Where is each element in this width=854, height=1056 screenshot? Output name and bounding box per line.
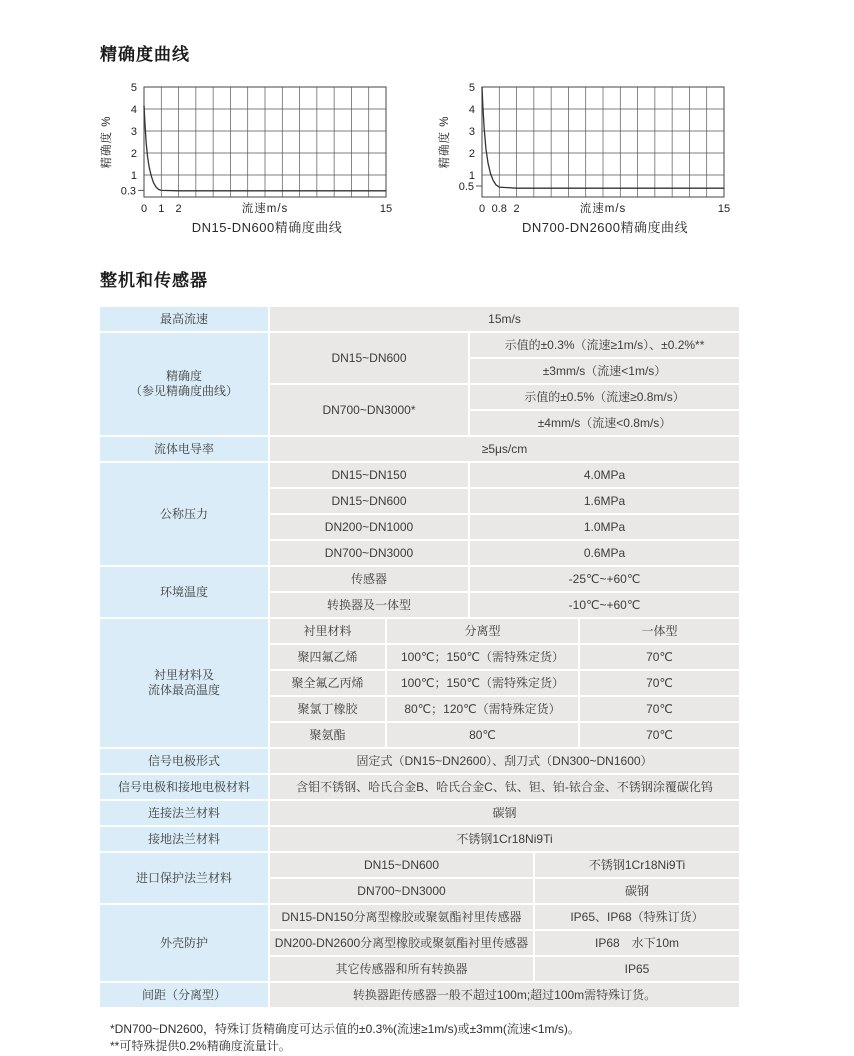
table-row bbox=[100, 437, 739, 461]
footnotes bbox=[110, 1021, 854, 1056]
svg-text:4: 4 bbox=[468, 104, 475, 116]
cell-range: 转换器及一体型 bbox=[270, 593, 468, 617]
svg-text:0.3: 0.3 bbox=[120, 185, 136, 198]
row-label: 间距（分离型） bbox=[100, 983, 268, 1007]
page-title-accuracy-curves: 精确度曲线 bbox=[100, 45, 190, 64]
svg-text:0: 0 bbox=[478, 203, 486, 215]
cell-value: 70℃ bbox=[580, 645, 739, 669]
label-line: 精确度 bbox=[165, 369, 202, 383]
column-header: 衬里材料 bbox=[270, 619, 385, 643]
cell-value: 70℃ bbox=[580, 671, 739, 695]
label-line: （参见精确度曲线） bbox=[129, 384, 238, 398]
cell-value: 70℃ bbox=[580, 697, 739, 721]
cell-value: 80℃ bbox=[387, 723, 578, 747]
table-row bbox=[100, 567, 739, 591]
cell-value: ≥5μs/cm bbox=[270, 437, 739, 461]
svg-text:3: 3 bbox=[130, 126, 137, 138]
cell-value: 4.0MPa bbox=[470, 463, 739, 487]
cell-range: 其它传感器和所有转换器 bbox=[270, 957, 533, 981]
cell-range: DN15-DN150分离型橡胶或聚氨酯衬里传感器 bbox=[270, 905, 533, 929]
cell-value: -25℃~+60℃ bbox=[470, 567, 739, 591]
cell-value: 100℃；150℃（需特殊定货） bbox=[387, 671, 578, 695]
cell-value: 固定式（DN15~DN2600）、刮刀式（DN300~DN1600） bbox=[270, 749, 739, 773]
svg-text:2: 2 bbox=[175, 203, 182, 215]
chart-caption-1: DN15-DN600精确度曲线 bbox=[191, 220, 343, 235]
cell-value: 100℃；150℃（需特殊定货） bbox=[387, 645, 578, 669]
cell-value: 示值的±0.3%（流速≥1m/s）、±0.2%** bbox=[470, 333, 739, 357]
cell-value: IP65 bbox=[535, 957, 739, 981]
table-row bbox=[100, 801, 739, 825]
table-row bbox=[100, 775, 739, 799]
table-row bbox=[100, 905, 739, 929]
svg-text:1: 1 bbox=[468, 170, 475, 182]
svg-text:1: 1 bbox=[130, 170, 137, 182]
svg-text:15: 15 bbox=[717, 203, 731, 215]
svg-text:精确度 %: 精确度 % bbox=[439, 115, 451, 169]
table-row bbox=[100, 333, 739, 357]
spec-table-wrap bbox=[98, 305, 854, 1009]
cell-value: 含钼不锈钢、哈氏合金B、哈氏合金C、钛、钽、铂-铱合金、不锈钢涂覆碳化钨 bbox=[270, 775, 739, 799]
row-label: 最高流速 bbox=[100, 307, 268, 331]
row-label: 外壳防护 bbox=[100, 905, 268, 981]
svg-text:1: 1 bbox=[158, 203, 165, 215]
svg-text:0.8: 0.8 bbox=[491, 203, 507, 215]
accuracy-chart-dn700-dn2600 bbox=[434, 79, 736, 236]
svg-text:2: 2 bbox=[468, 148, 475, 160]
cell-range: DN700~DN3000 bbox=[270, 541, 468, 565]
footnote-2: **可特殊提供0.2%精确度流量计。 bbox=[110, 1039, 291, 1054]
svg-text:2: 2 bbox=[513, 203, 520, 215]
svg-text:0.5: 0.5 bbox=[458, 181, 474, 193]
accuracy-chart-dn15-dn600 bbox=[96, 79, 398, 236]
cell-material: 聚氨酯 bbox=[270, 723, 385, 747]
row-label bbox=[100, 619, 268, 747]
cell-value: -10℃~+60℃ bbox=[470, 593, 739, 617]
cell-value: 1.6MPa bbox=[470, 489, 739, 513]
svg-text:5: 5 bbox=[130, 82, 137, 94]
svg-text:5: 5 bbox=[468, 82, 475, 94]
accuracy-charts-row bbox=[96, 79, 854, 236]
row-label: 信号电极形式 bbox=[100, 749, 268, 773]
cell-range: DN200-DN2600分离型橡胶或聚氨酯衬里传感器 bbox=[270, 931, 533, 955]
svg-text:流速m/s: 流速m/s bbox=[241, 203, 289, 215]
cell-value: IP68 水下10m bbox=[535, 931, 739, 955]
svg-text:3: 3 bbox=[468, 126, 475, 138]
cell-value: 转换器距传感器一般不超过100m;超过100m需特殊订货。 bbox=[270, 983, 739, 1007]
table-row bbox=[100, 983, 739, 1007]
table-row bbox=[100, 463, 739, 487]
cell-value: IP65、IP68（特殊订货） bbox=[535, 905, 739, 929]
cell-range: DN15~DN600 bbox=[270, 489, 468, 513]
row-label: 连接法兰材料 bbox=[100, 801, 268, 825]
table-row bbox=[100, 749, 739, 773]
cell-value: 80℃；120℃（需特殊定货） bbox=[387, 697, 578, 721]
cell-value: 70℃ bbox=[580, 723, 739, 747]
cell-range: DN15~DN150 bbox=[270, 463, 468, 487]
cell-value: 碳钢 bbox=[270, 801, 739, 825]
accuracy-curve-plot-2 bbox=[434, 79, 736, 215]
chart-caption-2: DN700-DN2600精确度曲线 bbox=[522, 220, 688, 235]
cell-range: DN200~DN1000 bbox=[270, 515, 468, 539]
cell-value: ±3mm/s（流速<1m/s） bbox=[470, 359, 739, 383]
svg-text:0: 0 bbox=[140, 203, 148, 215]
row-label: 环境温度 bbox=[100, 567, 268, 617]
row-label bbox=[100, 333, 268, 435]
cell-value: 15m/s bbox=[270, 307, 739, 331]
page-title-machine-sensor: 整机和传感器 bbox=[100, 271, 208, 290]
cell-range: DN15~DN600 bbox=[270, 853, 533, 877]
cell-range: DN700~DN3000* bbox=[270, 385, 468, 435]
row-label: 流体电导率 bbox=[100, 437, 268, 461]
label-line: 流体最高温度 bbox=[147, 683, 220, 697]
table-row bbox=[100, 307, 739, 331]
table-row bbox=[100, 619, 739, 643]
cell-range: DN700~DN3000 bbox=[270, 879, 533, 903]
footnote-1: *DN700~DN2600，特殊订货精确度可达示值的±0.3%(流速≥1m/s)或±3mm(流速<1m/s)。 bbox=[110, 1022, 580, 1036]
label-line: 衬里材料及 bbox=[153, 668, 214, 682]
row-label: 信号电极和接地电极材料 bbox=[100, 775, 268, 799]
column-header: 一体型 bbox=[580, 619, 739, 643]
accuracy-curve-plot-1 bbox=[96, 79, 398, 215]
row-label: 进口保护法兰材料 bbox=[100, 853, 268, 903]
cell-value: 1.0MPa bbox=[470, 515, 739, 539]
cell-value: 示值的±0.5%（流速≥0.8m/s） bbox=[470, 385, 739, 409]
cell-range: 传感器 bbox=[270, 567, 468, 591]
cell-material: 聚全氟乙丙烯 bbox=[270, 671, 385, 695]
cell-material: 聚四氟乙烯 bbox=[270, 645, 385, 669]
cell-value: 不锈钢1Cr18Ni9Ti bbox=[270, 827, 739, 851]
svg-text:2: 2 bbox=[130, 148, 137, 160]
table-row bbox=[100, 827, 739, 851]
cell-value: 碳钢 bbox=[535, 879, 739, 903]
svg-text:流速m/s: 流速m/s bbox=[579, 203, 627, 215]
cell-value: 不锈钢1Cr18Ni9Ti bbox=[535, 853, 739, 877]
column-header: 分离型 bbox=[387, 619, 578, 643]
cell-range: DN15~DN600 bbox=[270, 333, 468, 383]
svg-text:精确度 %: 精确度 % bbox=[101, 115, 113, 169]
row-label: 接地法兰材料 bbox=[100, 827, 268, 851]
table-row bbox=[100, 853, 739, 877]
svg-text:15: 15 bbox=[379, 203, 393, 215]
spec-table bbox=[98, 305, 741, 1009]
svg-text:4: 4 bbox=[130, 104, 137, 116]
cell-material: 聚氯丁橡胶 bbox=[270, 697, 385, 721]
cell-value: ±4mm/s（流速<0.8m/s） bbox=[470, 411, 739, 435]
cell-value: 0.6MPa bbox=[470, 541, 739, 565]
row-label: 公称压力 bbox=[100, 463, 268, 565]
